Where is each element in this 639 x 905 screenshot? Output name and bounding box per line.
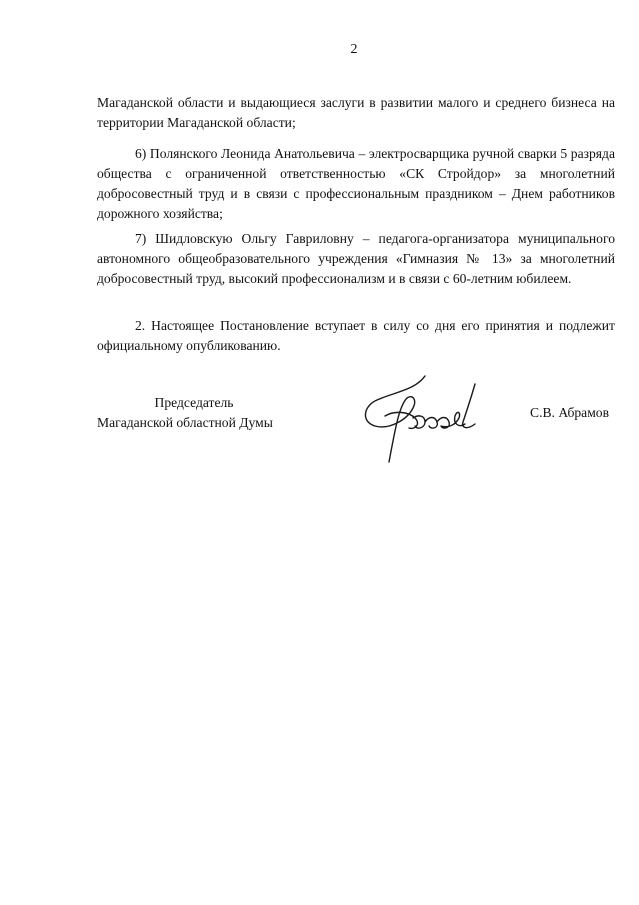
signatory-name: С.В. Абрамов [530,405,610,420]
signatory-title: Председатель [154,395,234,410]
handwritten-signature [355,370,485,468]
signatory-position [97,393,297,433]
paragraph-final-clause: 2. Настоящее Постановление вступает в силу со дня его принятия и подлежит официальному опубликованию. [97,317,615,353]
page-number: 2 [350,42,358,57]
paragraph-item-6: 6) Полянского Леонида Анатольевича – электросварщика ручной сварки 5 разряда общества с ограниченной ответственностью «СК Стройдор» за многолетний добросовестный труд и в связи с профессиональным праздником – Днем работников дорожного хозяйства; [97,145,615,221]
signatory-organization: Магаданской областной Думы [97,415,273,430]
paragraph-item-7: 7) Шидловскую Ольгу Гавриловну – педагога-организатора муниципального автономного общеобразовательного учреждения «Гимназия № 13» за многолетний добросовестный труд, высокий профессионализм и в связи с 60-летним юбилеем. [97,230,615,286]
paragraph-continuation: Магаданской области и выдающиеся заслуги в развитии малого и среднего бизнеса на территории Магаданской области; [97,94,615,130]
